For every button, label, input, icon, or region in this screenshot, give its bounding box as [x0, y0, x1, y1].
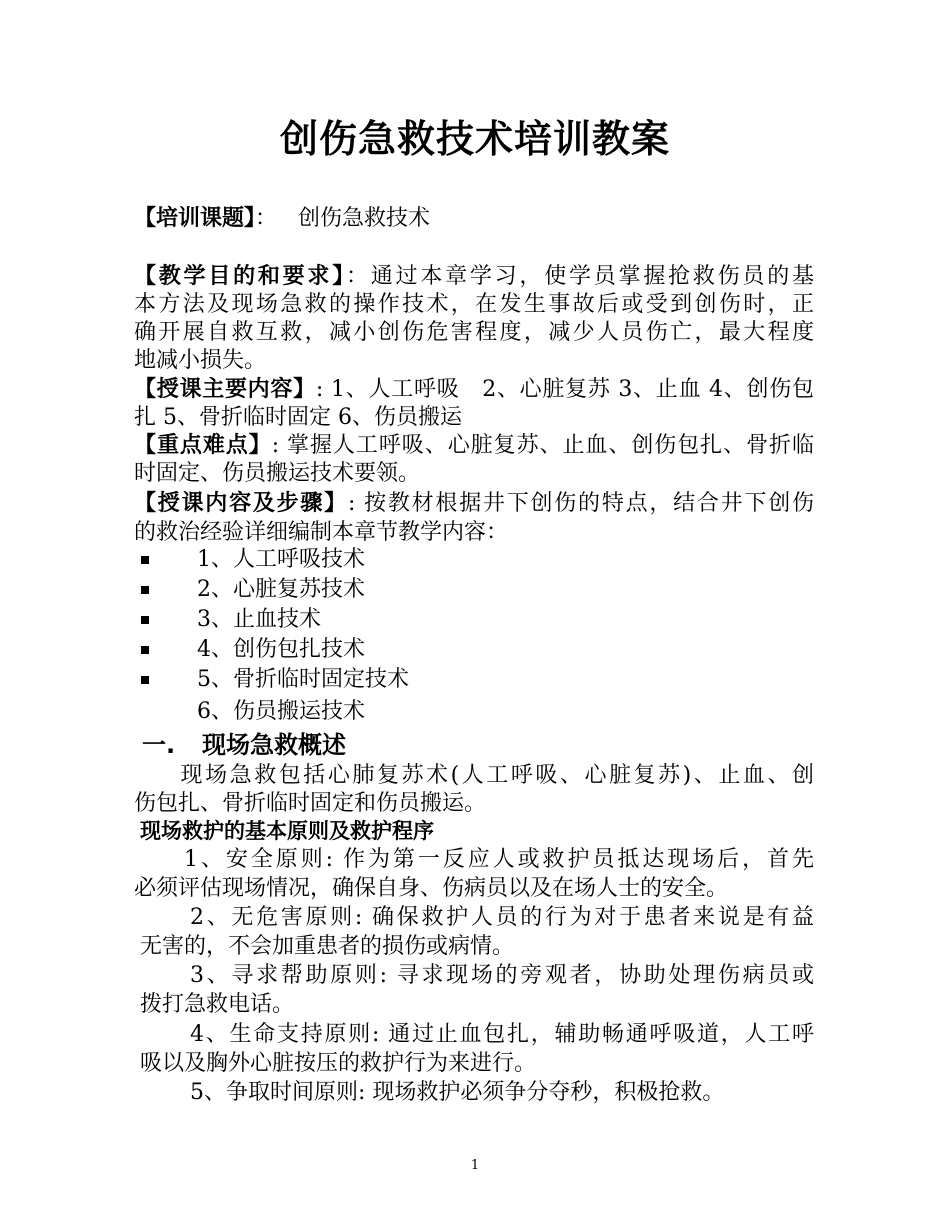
page-number: 1 — [470, 1158, 480, 1173]
list-item: 5、骨折临时固定技术 — [197, 667, 409, 692]
course-separator: ： — [255, 206, 278, 231]
section-number: 一. — [142, 731, 176, 759]
bullet-marker — [141, 586, 149, 594]
principle-2-line-1: 2、无危害原则: 确保救护人员的行为对于患者来说是有益 — [190, 905, 814, 930]
steps-label: 【授课内容及步骤】 — [134, 491, 348, 516]
section-intro-line-2: 伤包扎、骨折临时固定和伤员搬运。 — [134, 791, 487, 816]
bullet-marker — [141, 646, 149, 654]
objectives-line-1: 【教学目的和要求】：通过本章学习，使学员掌握抢救伤员的基 — [134, 264, 814, 289]
steps-line-1: 【授课内容及步骤】: 按教材根据井下创伤的特点，结合井下创伤 — [134, 491, 814, 516]
principle-1-line-2: 必须评估现场情况，确保自身、伤病员以及在场人士的安全。 — [134, 876, 729, 901]
course-line — [134, 204, 814, 234]
bullet-marker — [141, 556, 149, 564]
main-content-line-2: 扎 5、骨折临时固定 6、伤员搬运 — [134, 405, 462, 430]
course-label: 【培训课题】 — [134, 206, 256, 231]
main-content-line-1: 【授课主要内容】: 1、人工呼吸 2、心脏复苏 3、止血 4、创伤包 — [134, 377, 814, 402]
key-points-line-2: 时固定、伤员搬运技术要领。 — [134, 461, 421, 486]
bullet-marker — [141, 616, 149, 624]
objectives-line-2: 本方法及现场急救的操作技术，在发生事故后或受到创伤时，正 — [134, 292, 814, 317]
section-title: 现场急救概述 — [202, 731, 346, 759]
key-points-label: 【重点难点】 — [134, 433, 272, 458]
principle-4-line-1: 4、生命支持原则: 通过止血包扎，辅助畅通呼吸道，人工呼 — [190, 1022, 814, 1047]
principle-2-line-2: 无害的，不会加重患者的损伤或病情。 — [140, 934, 515, 959]
steps-line-2: 的救治经验详细编制本章节教学内容： — [134, 520, 509, 545]
list-item: 2、心脏复苏技术 — [197, 577, 365, 602]
list-item: 4、创伤包扎技术 — [197, 637, 365, 662]
principle-3-line-1: 3、寻求帮助原则: 寻求现场的旁观者，协助处理伤病员或 — [190, 963, 814, 988]
principle-3-line-2: 拨打急救电话。 — [140, 992, 295, 1017]
document-title: 创伤急救技术培训教案 — [279, 117, 670, 161]
principle-4-line-2: 吸以及胸外心脏按压的救护行为来进行。 — [140, 1051, 537, 1076]
objectives-line-3: 确开展自救互救，减小创伤危害程度，减少人员伤亡，最大程度 — [134, 320, 814, 345]
list-item: 1、人工呼吸技术 — [197, 547, 365, 572]
list-item: 6、伤员搬运技术 — [197, 699, 365, 724]
section-intro-line-1: 现场急救包括心肺复苏术(人工呼吸、心脏复苏)、止血、创 — [178, 763, 814, 788]
list-item: 3、止血技术 — [197, 607, 321, 632]
main-content-label: 【授课主要内容】 — [134, 377, 316, 402]
bullet-marker — [141, 676, 149, 684]
objectives-label: 【教学目的和要求】 — [134, 264, 346, 289]
subsection-heading: 现场救护的基本原则及救护程序 — [140, 819, 434, 843]
section-heading — [142, 729, 346, 761]
principle-5-line-1: 5、争取时间原则: 现场救护必须争分夺秒，积极抢救。 — [190, 1080, 725, 1105]
objectives-line-4: 地减小损失。 — [134, 348, 267, 373]
principle-1-line-1: 1、安全原则: 作为第一反应人或救护员抵达现场后，首先 — [184, 847, 814, 872]
course-value: 创伤急救技术 — [298, 206, 431, 231]
key-points-line-1: 【重点难点】: 掌握人工呼吸、心脏复苏、止血、创伤包扎、骨折临 — [134, 433, 814, 458]
